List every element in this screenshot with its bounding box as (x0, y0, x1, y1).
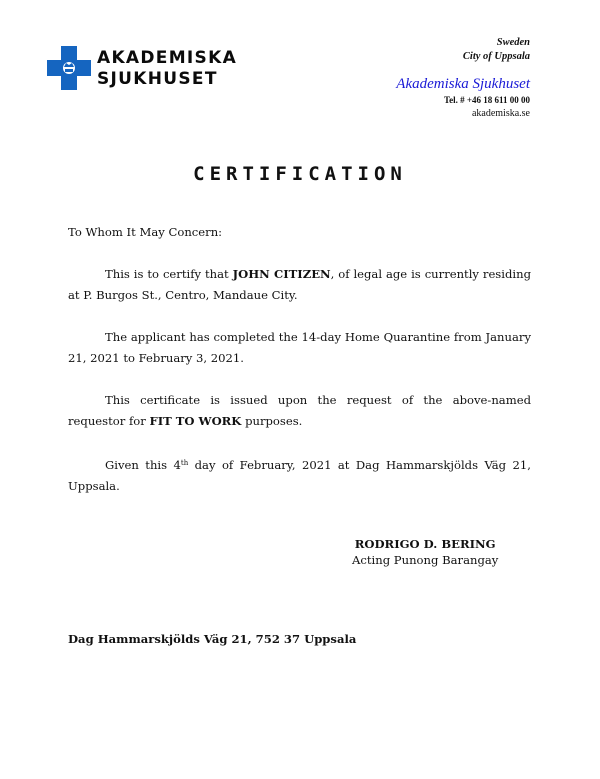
paragraph-given (68, 453, 531, 497)
website-link[interactable]: akademiska.se (471, 108, 530, 119)
p1-text-end: , of legal age is currently residing at P. Burgos St., Centro, Mandaue City. (68, 267, 531, 302)
medical-cross-icon (47, 46, 91, 90)
p3-text-end: purposes. (241, 414, 303, 428)
phone-number: Tel. # +46 18 611 00 00 (443, 95, 530, 105)
ordinal-suffix: th (180, 459, 189, 467)
p4-text-start: Given this 4 (105, 458, 181, 472)
document-title: CERTIFICATION (193, 163, 407, 185)
logo-wordmark (97, 48, 237, 90)
address-city: City of Uppsala (462, 51, 530, 62)
p4-text-end: day of February, 2021 at Dag Hammarskjölds Väg 21, Uppsala. (68, 458, 531, 493)
p1-text-start: This is to certify that (105, 267, 233, 281)
p3-text-start: This certificate is issued upon the request of the above-named requestor for (68, 393, 531, 428)
salutation: To Whom It May Concern: (68, 225, 223, 239)
paragraph-identity (68, 264, 531, 306)
logo-line-1: AKADEMISKA (97, 48, 238, 68)
person-name: JOHN CITIZEN (232, 267, 331, 281)
signatory-position: Acting Punong Barangay (352, 553, 499, 567)
header-address-block (396, 36, 530, 120)
address-country: Sweden (496, 37, 530, 48)
signatory-block (352, 536, 498, 568)
hospital-logo (47, 46, 247, 92)
letter-body (68, 222, 531, 518)
signatory-name: RODRIGO D. BERING (354, 537, 496, 551)
paragraph-purpose (68, 390, 531, 432)
logo-line-2: SJUKHUSET (97, 69, 218, 89)
purpose-text: FIT TO WORK (149, 414, 242, 428)
hospital-signature: Akademiska Sjukhuset (396, 76, 530, 92)
paragraph-quarantine: The applicant has completed the 14-day Home Quarantine from January 21, 2021 to February 3, 2021. (68, 330, 531, 365)
footer-address: Dag Hammarskjölds Väg 21, 752 37 Uppsala (68, 632, 357, 646)
